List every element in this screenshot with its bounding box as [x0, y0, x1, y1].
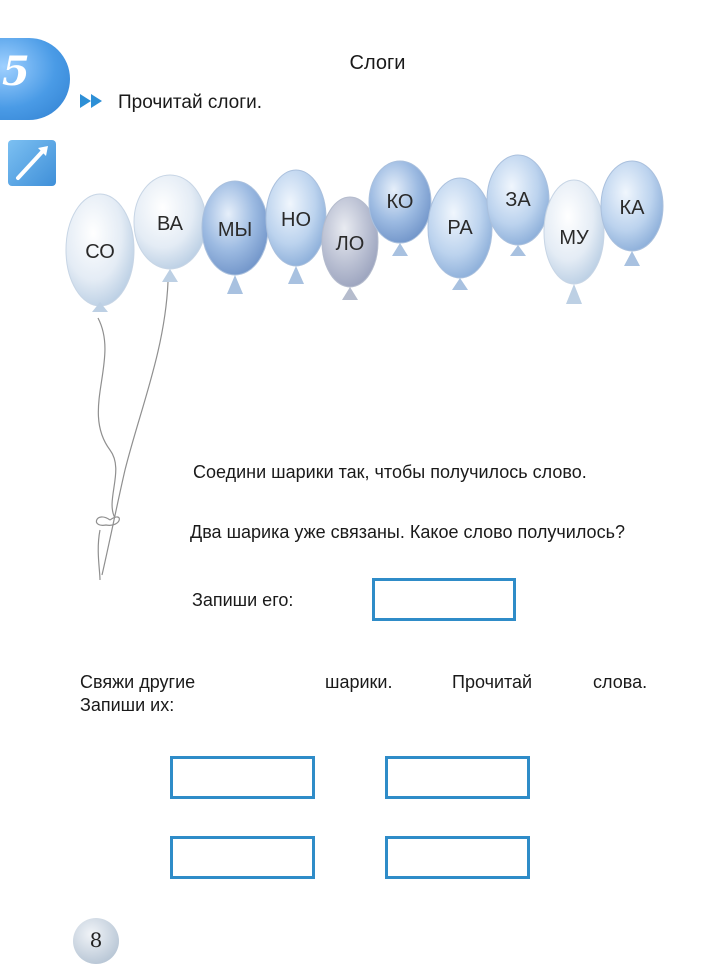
svg-text:РА: РА [447, 217, 473, 239]
task2-word-2: шарики. [325, 672, 393, 692]
svg-text:НО: НО [281, 209, 311, 231]
lesson-number: 5 [2, 48, 30, 95]
knot-icon [96, 517, 119, 525]
task2-write-label: Запиши их: [80, 695, 175, 715]
balloon-va [134, 175, 206, 282]
balloon-string [102, 282, 168, 575]
balloon-string [98, 530, 100, 580]
balloon-ra [428, 178, 492, 290]
balloon-no [266, 170, 326, 284]
balloon-ka [601, 161, 663, 266]
page-number: 8 [89, 928, 103, 952]
instruction-text: Прочитай слоги. [118, 92, 263, 113]
task1-line1: Соедини шарики так, чтобы получилось слово. [193, 462, 587, 482]
svg-text:КА: КА [619, 197, 645, 219]
answer-box-4[interactable] [170, 836, 315, 879]
answer-box-2[interactable] [170, 756, 315, 799]
svg-text:СО: СО [85, 241, 115, 263]
svg-text:ВА: ВА [156, 213, 184, 235]
svg-text:ЛО: ЛО [335, 233, 365, 255]
task1-write-label: Запиши его: [192, 590, 294, 610]
page-title: Слоги [349, 52, 406, 74]
svg-text:МЫ: МЫ [217, 219, 253, 241]
task1-line2: Два шарика уже связаны. Какое слово получилось? [190, 522, 625, 542]
answer-box-3[interactable] [385, 756, 530, 799]
balloon-za [487, 155, 549, 256]
balloon-my [202, 181, 268, 294]
answer-box-1[interactable] [372, 578, 516, 621]
balloon-so [66, 194, 134, 312]
double-arrow-icon [80, 94, 106, 112]
task2-word-1: Свяжи другие [80, 672, 196, 692]
svg-text:КО: КО [386, 191, 414, 213]
svg-text:ЗА: ЗА [505, 189, 531, 211]
answer-box-5[interactable] [385, 836, 530, 879]
balloon-mu [544, 180, 604, 304]
task2-word-4: слова. [593, 672, 648, 692]
balloon-string [98, 318, 116, 518]
task2-word-3: Прочитай [452, 672, 533, 692]
svg-text:МУ: МУ [559, 227, 589, 249]
